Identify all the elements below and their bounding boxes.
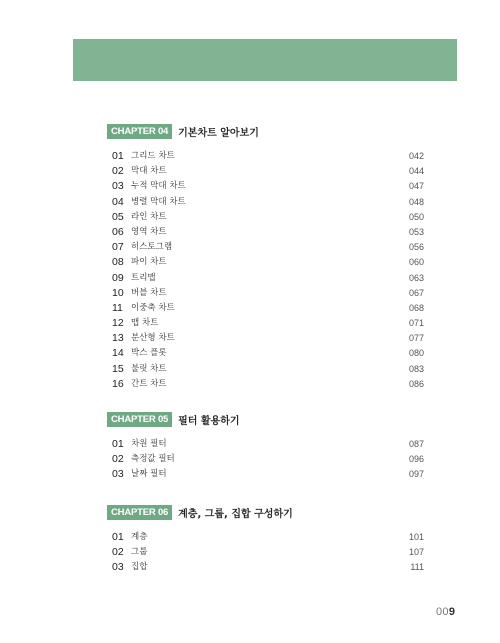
toc-page-number: 097 bbox=[408, 469, 424, 480]
toc-page-number: 083 bbox=[408, 363, 424, 374]
toc-number: 08 bbox=[112, 256, 124, 269]
toc-row[interactable] bbox=[112, 240, 424, 255]
toc-row[interactable] bbox=[112, 377, 424, 392]
toc-entry-title: 측정값 필터 bbox=[131, 454, 175, 465]
toc-page-number: 047 bbox=[408, 181, 424, 192]
toc-page-number: 050 bbox=[408, 211, 424, 222]
toc-page-number: 060 bbox=[408, 257, 424, 268]
toc-row[interactable] bbox=[112, 452, 424, 467]
chapter-badge: CHAPTER 06 bbox=[107, 505, 172, 520]
toc-number: 01 bbox=[112, 150, 124, 162]
toc-number: 12 bbox=[112, 317, 124, 330]
toc-entry-title: 영역 차트 bbox=[131, 226, 167, 237]
toc-entry-title: 그룹 bbox=[131, 547, 148, 558]
toc-page-number: 063 bbox=[408, 272, 424, 283]
toc-number: 13 bbox=[112, 332, 124, 345]
toc-page-number: 077 bbox=[408, 333, 424, 344]
toc-page-number: 111 bbox=[410, 562, 424, 573]
toc-page-number: 101 bbox=[408, 532, 424, 542]
toc-number: 05 bbox=[112, 210, 124, 223]
toc-entry-title: 트리맵 bbox=[131, 272, 156, 283]
toc-number: 02 bbox=[112, 546, 124, 559]
toc-entry-title: 병렬 막대 차트 bbox=[131, 196, 186, 207]
toc-entry-title: 분산형 차트 bbox=[131, 333, 175, 344]
toc-row[interactable] bbox=[112, 316, 424, 331]
toc-number: 02 bbox=[112, 165, 124, 178]
toc-row[interactable] bbox=[112, 346, 424, 361]
toc-page-number: 086 bbox=[408, 378, 424, 389]
chapter-title: 기본차트 알아보기 bbox=[178, 128, 259, 139]
toc-entry-title: 맵 차트 bbox=[131, 318, 159, 329]
toc-entry-title: 날짜 필터 bbox=[131, 469, 167, 480]
toc-entry-title: 그리드 차트 bbox=[131, 151, 175, 161]
chapter-badge: CHAPTER 05 bbox=[107, 412, 172, 427]
toc-number: 04 bbox=[112, 195, 124, 208]
page-number-digit: 9 bbox=[448, 606, 456, 618]
toc-number: 10 bbox=[112, 286, 124, 299]
toc-entry-title: 버블 차트 bbox=[131, 287, 167, 298]
toc-number: 11 bbox=[112, 301, 123, 314]
toc-entry-title: 파이 차트 bbox=[131, 257, 167, 268]
toc-number: 16 bbox=[112, 377, 124, 390]
toc-number: 01 bbox=[112, 438, 124, 450]
toc-page-number: 048 bbox=[408, 196, 424, 207]
toc-page-number: 053 bbox=[408, 226, 424, 237]
page-number-prefix: 00 bbox=[436, 606, 449, 618]
toc-entry-title: 막대 차트 bbox=[131, 166, 167, 177]
toc-page-number: 068 bbox=[408, 302, 424, 313]
chapter-04-toc bbox=[112, 149, 424, 392]
toc-number: 09 bbox=[112, 271, 124, 284]
toc-row[interactable] bbox=[112, 560, 424, 575]
toc-row[interactable] bbox=[112, 149, 424, 164]
chapter-05-heading bbox=[107, 412, 240, 427]
toc-entry-title: 박스 플롯 bbox=[131, 348, 167, 359]
toc-entry-title: 계층 bbox=[131, 532, 148, 542]
toc-row[interactable] bbox=[112, 530, 424, 545]
toc-row[interactable] bbox=[112, 301, 424, 316]
chapter-badge: CHAPTER 04 bbox=[107, 124, 172, 139]
toc-row[interactable] bbox=[112, 225, 424, 240]
header-banner bbox=[73, 39, 457, 81]
toc-row[interactable] bbox=[112, 437, 424, 452]
toc-page-number: 096 bbox=[408, 454, 424, 465]
toc-entry-title: 누적 막대 차트 bbox=[131, 181, 186, 192]
toc-number: 01 bbox=[112, 531, 124, 543]
toc-row[interactable] bbox=[112, 545, 424, 560]
chapter-06-heading bbox=[107, 505, 293, 520]
toc-row[interactable] bbox=[112, 271, 424, 286]
toc-number: 03 bbox=[112, 468, 124, 481]
toc-page-number: 071 bbox=[408, 318, 424, 329]
toc-page-number: 107 bbox=[408, 547, 424, 558]
chapter-title: 필터 활용하기 bbox=[178, 416, 240, 427]
toc-entry-title: 이중축 차트 bbox=[131, 302, 175, 313]
toc-page-number: 087 bbox=[408, 439, 424, 449]
toc-entry-title: 히스토그램 bbox=[131, 242, 173, 253]
toc-number: 07 bbox=[112, 241, 124, 254]
toc-row[interactable] bbox=[112, 255, 424, 270]
toc-row[interactable] bbox=[112, 195, 424, 210]
toc-row[interactable] bbox=[112, 164, 424, 179]
toc-row[interactable] bbox=[112, 467, 424, 482]
toc-row[interactable] bbox=[112, 331, 424, 346]
toc-entry-title: 불릿 차트 bbox=[131, 363, 167, 374]
toc-entry-title: 라인 차트 bbox=[131, 211, 167, 222]
toc-page-number: 067 bbox=[408, 287, 424, 298]
toc-number: 02 bbox=[112, 453, 124, 466]
toc-page-number: 056 bbox=[408, 242, 424, 253]
chapter-04-heading bbox=[107, 124, 259, 139]
toc-row[interactable] bbox=[112, 362, 424, 377]
chapter-05-toc bbox=[112, 437, 424, 483]
chapter-title: 계층, 그룹, 집합 구성하기 bbox=[178, 509, 293, 520]
page-number bbox=[436, 606, 455, 618]
toc-entry-title: 차원 필터 bbox=[131, 439, 167, 449]
chapter-06-toc bbox=[112, 530, 424, 576]
toc-page-number: 042 bbox=[408, 151, 424, 161]
toc-page-number: 044 bbox=[408, 166, 424, 177]
toc-number: 03 bbox=[112, 561, 124, 574]
toc-entry-title: 집합 bbox=[131, 562, 148, 573]
toc-row[interactable] bbox=[112, 286, 424, 301]
toc-row[interactable] bbox=[112, 210, 424, 225]
toc-entry-title: 간트 차트 bbox=[131, 378, 167, 389]
toc-row[interactable] bbox=[112, 179, 424, 194]
toc-number: 14 bbox=[112, 347, 124, 360]
toc-number: 15 bbox=[112, 362, 124, 375]
toc-number: 03 bbox=[112, 180, 124, 193]
toc-page-number: 080 bbox=[408, 348, 424, 359]
toc-number: 06 bbox=[112, 225, 124, 238]
